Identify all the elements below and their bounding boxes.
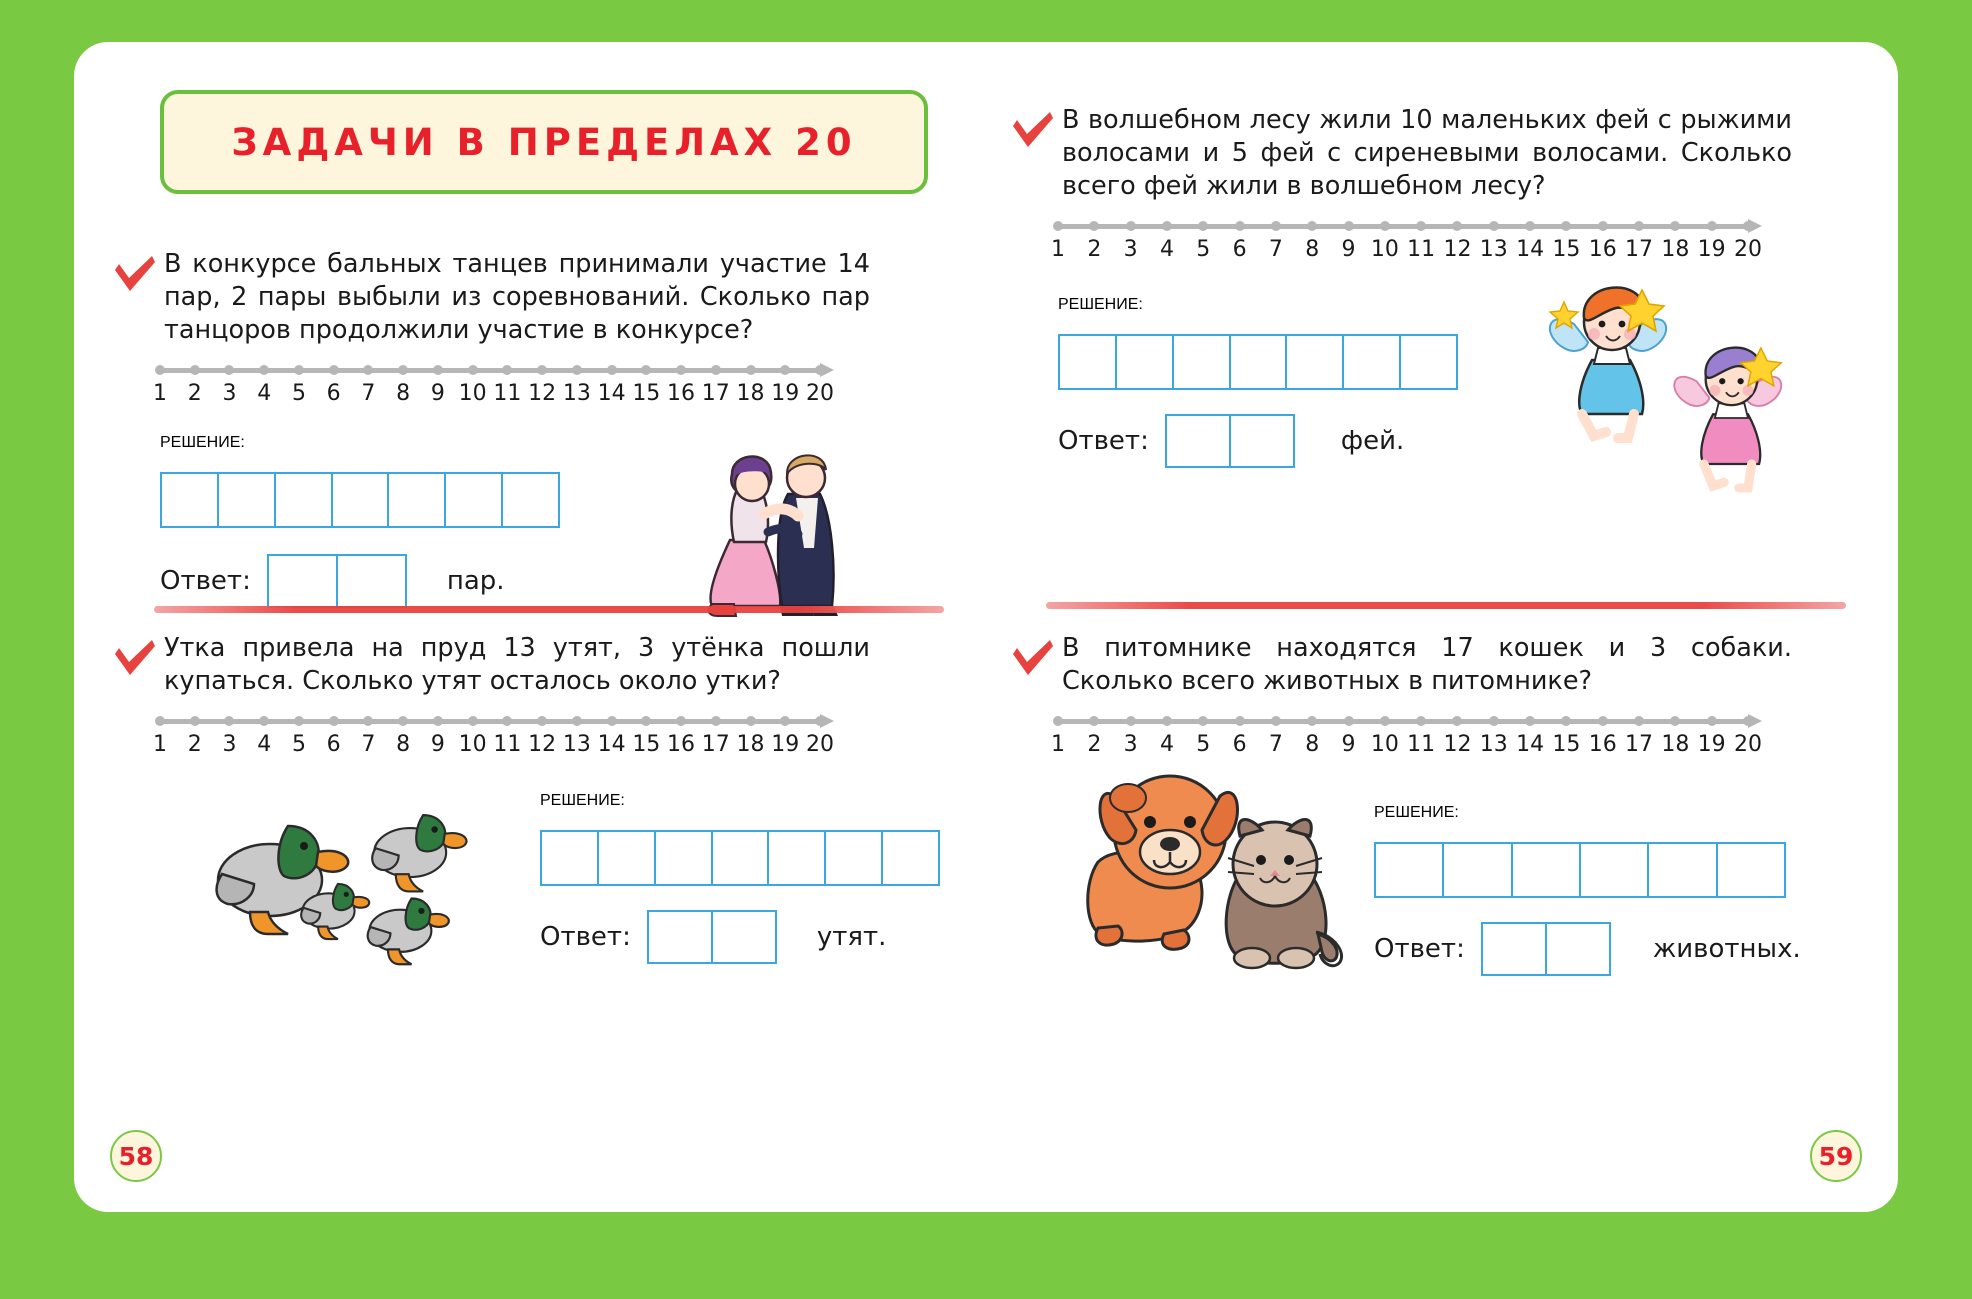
numberline-dot xyxy=(1452,716,1462,726)
grid-cell[interactable] xyxy=(826,832,883,884)
numberline-tick-label: 19 xyxy=(771,732,800,758)
grid-cell[interactable] xyxy=(713,832,770,884)
numberline-dot xyxy=(1634,221,1644,231)
numberline-tick-label: 20 xyxy=(1734,732,1762,758)
checkmark-icon xyxy=(112,248,164,294)
numberline-dot xyxy=(1707,716,1717,726)
numberline-dot xyxy=(1126,221,1136,231)
task-divider-left xyxy=(154,606,944,613)
numberline-dot xyxy=(1598,221,1608,231)
grid-cell[interactable] xyxy=(219,474,276,526)
numberline-tick-label: 6 xyxy=(1232,732,1247,758)
numberline-dot xyxy=(224,365,234,375)
numberline-dot xyxy=(363,365,373,375)
numberline-tick-label: 3 xyxy=(222,732,237,758)
grid-cell[interactable] xyxy=(1231,336,1288,388)
numberline-tick-label: 20 xyxy=(806,381,834,407)
task-2 xyxy=(112,632,952,952)
task-4-text: В питомнике находятся 17 кошек и 3 собаки. Сколько всего животных в питомнике? xyxy=(1062,633,1792,697)
task-2-answer-label: Ответ: xyxy=(540,922,631,952)
numberline-tick-label: 10 xyxy=(1370,732,1399,758)
grid-cell[interactable] xyxy=(1344,336,1401,388)
grid-cell[interactable] xyxy=(1547,924,1609,974)
numberline-tick-label: 4 xyxy=(257,732,272,758)
numberline-tick-label: 11 xyxy=(1407,732,1436,758)
numberline-tick-label: 9 xyxy=(430,381,445,407)
numberline-tick-label: 5 xyxy=(291,381,306,407)
numberline-tick-label: 16 xyxy=(667,381,696,407)
numberline-tick-label: 9 xyxy=(430,732,445,758)
task-3-numberline xyxy=(1051,219,1778,267)
task-2-answer-row xyxy=(540,910,886,964)
ducks-illustration xyxy=(192,782,502,997)
numberline-dot xyxy=(1162,221,1172,231)
numberline-tick-label: 6 xyxy=(326,732,341,758)
grid-cell[interactable] xyxy=(1231,416,1293,466)
task-3-text: В волшебном лесу жили 10 маленьких фей с рыжими волосами и 5 фей с сиреневыми волосами. Сколько всего фей жили в волшебном лесу? xyxy=(1062,105,1792,202)
numberline-tick-label: 7 xyxy=(1268,732,1283,758)
numberline-tick-label: 5 xyxy=(1196,237,1211,263)
numberline-dot xyxy=(433,716,443,726)
numberline-dot xyxy=(1525,716,1535,726)
numberline-tick-label: 15 xyxy=(1552,732,1581,758)
numberline-tick-label: 2 xyxy=(1087,237,1102,263)
task-2-numberline xyxy=(153,714,850,762)
numberline-tick-label: 17 xyxy=(1625,237,1654,263)
grid-cell[interactable] xyxy=(503,474,558,526)
numberline-tick-label: 8 xyxy=(1305,237,1320,263)
numberline-dots xyxy=(1058,714,1778,728)
grid-cell[interactable] xyxy=(883,832,938,884)
numberline-tick-label: 15 xyxy=(1552,237,1581,263)
right-page xyxy=(986,42,1898,1212)
numberline-tick-label: 17 xyxy=(1625,732,1654,758)
numberline-tick-label: 8 xyxy=(396,381,411,407)
numberline-dots xyxy=(160,363,850,377)
numberline-dot xyxy=(1598,716,1608,726)
numberline-tick-label: 13 xyxy=(562,732,591,758)
numberline-tick-label: 8 xyxy=(1305,732,1320,758)
numberline-dot xyxy=(1561,221,1571,231)
numberline-tick-label: 10 xyxy=(1370,237,1399,263)
numberline-dot xyxy=(676,365,686,375)
numberline-tick-label: 16 xyxy=(667,732,696,758)
numberline-dot xyxy=(190,716,200,726)
numberline-tick-label: 11 xyxy=(493,381,522,407)
grid-cell[interactable] xyxy=(649,912,713,962)
numberline-dot xyxy=(1271,221,1281,231)
numberline-tick-label: 10 xyxy=(458,381,487,407)
task-3 xyxy=(1010,104,1850,456)
numberline-tick-label: 9 xyxy=(1341,732,1356,758)
numberline-dot xyxy=(572,365,582,375)
numberline-tick-label: 9 xyxy=(1341,237,1356,263)
numberline-tick-label: 13 xyxy=(562,381,591,407)
numberline-tick-label: 6 xyxy=(1232,237,1247,263)
dog-and-cat-illustration xyxy=(1058,752,1388,987)
numberline-dot xyxy=(1416,221,1426,231)
numberline-tick-label: 1 xyxy=(153,732,167,758)
fairies-illustration xyxy=(1530,264,1830,499)
section-title: ЗАДАЧИ В ПРЕДЕЛАХ 20 xyxy=(231,120,857,164)
grid-cell[interactable] xyxy=(1718,844,1784,896)
grid-cell[interactable] xyxy=(769,832,826,884)
numberline-tick-label: 14 xyxy=(597,381,626,407)
numberline-dot xyxy=(1198,716,1208,726)
task-divider-right xyxy=(1046,602,1846,609)
numberline-tick-label: 16 xyxy=(1588,237,1617,263)
grid-cell[interactable] xyxy=(1117,336,1174,388)
task-2-solution-grid[interactable] xyxy=(540,830,940,886)
numberline-dots xyxy=(160,714,850,728)
numberline-tick-label: 5 xyxy=(291,732,306,758)
page-number-right: 59 xyxy=(1810,1130,1862,1182)
numberline-tick-label: 17 xyxy=(701,381,730,407)
numberline-tick-label: 4 xyxy=(257,381,272,407)
numberline-tick-label: 4 xyxy=(1159,237,1174,263)
numberline-dot xyxy=(1162,716,1172,726)
numberline-dot xyxy=(1489,716,1499,726)
numberline-dot xyxy=(1053,716,1063,726)
task-1-solution-label: РЕШЕНИЕ: xyxy=(160,434,245,451)
grid-cell[interactable] xyxy=(1513,844,1581,896)
numberline-dot xyxy=(1452,221,1462,231)
numberline-dot xyxy=(780,365,790,375)
grid-cell[interactable] xyxy=(1581,844,1649,896)
book-spread xyxy=(74,42,1898,1212)
numberline-dot xyxy=(1670,221,1680,231)
numberline-tick-label: 18 xyxy=(1661,237,1690,263)
task-3-answer-label: Ответ: xyxy=(1058,426,1149,456)
grid-cell[interactable] xyxy=(1174,336,1231,388)
task-1-answer-grid[interactable] xyxy=(267,554,407,608)
numberline-dot xyxy=(537,365,547,375)
grid-cell[interactable] xyxy=(1167,416,1231,466)
numberline-dot xyxy=(363,716,373,726)
grid-cell[interactable] xyxy=(389,474,446,526)
numberline-tick-label: 15 xyxy=(632,732,661,758)
numberline-tick-label: 3 xyxy=(1123,237,1138,263)
grid-cell[interactable] xyxy=(162,474,219,526)
grid-cell[interactable] xyxy=(333,474,390,526)
numberline-tick-label: 2 xyxy=(1087,732,1102,758)
numberline-dot xyxy=(572,716,582,726)
numberline-tick-label: 5 xyxy=(1196,732,1211,758)
numberline-dot xyxy=(641,716,651,726)
numberline-tick-label: 13 xyxy=(1479,237,1508,263)
grid-cell[interactable] xyxy=(1444,844,1512,896)
numberline-dot xyxy=(468,716,478,726)
numberline-dot xyxy=(259,716,269,726)
numberline-dot xyxy=(1489,221,1499,231)
numberline-tick-label: 7 xyxy=(361,732,376,758)
task-1-numberline xyxy=(153,363,850,411)
numberline-tick-label: 8 xyxy=(396,732,411,758)
numberline-dot xyxy=(433,365,443,375)
numberline-tick-label: 18 xyxy=(1661,732,1690,758)
task-3-solution-label: РЕШЕНИЕ: xyxy=(1058,296,1143,313)
task-3-answer-grid[interactable] xyxy=(1165,414,1295,468)
numberline-dot xyxy=(780,716,790,726)
numberline-tick-label: 3 xyxy=(1123,732,1138,758)
numberline-dot xyxy=(746,716,756,726)
numberline-dot xyxy=(224,716,234,726)
task-1-text: В конкурсе бальных танцев принимали участие 14 пар, 2 пары выбыли из соревнований. Сколько пар танцоров продолжили участие в конкурсе? xyxy=(164,249,870,346)
task-4-answer-grid[interactable] xyxy=(1481,922,1611,976)
numberline-tick-label: 6 xyxy=(326,381,341,407)
numberline-dot xyxy=(711,716,721,726)
numberline-tick-label: 10 xyxy=(458,732,487,758)
task-4-answer-row xyxy=(1374,922,1801,976)
task-2-answer-grid[interactable] xyxy=(647,910,777,964)
numberline-tick-label: 15 xyxy=(632,381,661,407)
task-2-unit: утят. xyxy=(816,922,887,952)
task-4 xyxy=(1010,632,1850,964)
numberline-dot xyxy=(1743,716,1753,726)
numberline-dot xyxy=(607,365,617,375)
numberline-tick-label: 7 xyxy=(361,381,376,407)
numberline-dot xyxy=(259,365,269,375)
grid-cell[interactable] xyxy=(338,556,405,606)
numberline-tick-label: 13 xyxy=(1479,732,1508,758)
numberline-dots xyxy=(1058,219,1778,233)
numberline-dot xyxy=(398,365,408,375)
grid-cell[interactable] xyxy=(599,832,656,884)
numberline-dot xyxy=(190,365,200,375)
numberline-dot xyxy=(1089,716,1099,726)
checkmark-icon xyxy=(1010,632,1062,678)
section-title-banner xyxy=(160,90,928,194)
numberline-dot xyxy=(329,365,339,375)
numberline-tick-label: 4 xyxy=(1159,732,1174,758)
numberline-dot xyxy=(1634,716,1644,726)
numberline-dot xyxy=(1307,716,1317,726)
numberline-tick-label: 16 xyxy=(1588,732,1617,758)
grid-cell[interactable] xyxy=(1401,336,1456,388)
numberline-dot xyxy=(398,716,408,726)
numberline-dot xyxy=(815,716,825,726)
task-1-answer-row xyxy=(160,554,505,608)
task-4-solution-grid[interactable] xyxy=(1374,842,1786,898)
grid-cell[interactable] xyxy=(1060,336,1117,388)
numberline-labels xyxy=(153,381,850,411)
numberline-tick-label: 19 xyxy=(1697,237,1726,263)
numberline-labels xyxy=(153,732,850,762)
numberline-dot xyxy=(468,365,478,375)
numberline-dot xyxy=(1235,716,1245,726)
grid-cell[interactable] xyxy=(656,832,713,884)
numberline-dot xyxy=(1561,716,1571,726)
numberline-dot xyxy=(1380,716,1390,726)
numberline-tick-label: 12 xyxy=(528,381,557,407)
task-4-solution-label: РЕШЕНИЕ: xyxy=(1374,804,1459,821)
numberline-tick-label: 2 xyxy=(187,732,202,758)
dancing-couple-illustration xyxy=(672,428,902,623)
checkmark-icon xyxy=(112,632,164,678)
numberline-dot xyxy=(1670,716,1680,726)
grid-cell[interactable] xyxy=(713,912,775,962)
numberline-dot xyxy=(815,365,825,375)
numberline-tick-label: 12 xyxy=(1443,237,1472,263)
task-4-answer-label: Ответ: xyxy=(1374,934,1465,964)
numberline-tick-label: 1 xyxy=(153,381,167,407)
numberline-dot xyxy=(1271,716,1281,726)
numberline-dot xyxy=(1743,221,1753,231)
numberline-tick-label: 18 xyxy=(736,732,765,758)
numberline-dot xyxy=(641,365,651,375)
page-number-left: 58 xyxy=(110,1130,162,1182)
numberline-tick-label: 14 xyxy=(597,732,626,758)
numberline-tick-label: 12 xyxy=(1443,732,1472,758)
numberline-dot xyxy=(1525,221,1535,231)
task-1-unit: пар. xyxy=(446,566,505,596)
numberline-dot xyxy=(1126,716,1136,726)
numberline-dot xyxy=(1344,221,1354,231)
grid-cell[interactable] xyxy=(1483,924,1547,974)
numberline-dot xyxy=(294,716,304,726)
grid-cell[interactable] xyxy=(276,474,333,526)
numberline-tick-label: 20 xyxy=(806,732,834,758)
grid-cell[interactable] xyxy=(542,832,599,884)
task-1-answer-label: Ответ: xyxy=(160,566,251,596)
grid-cell[interactable] xyxy=(1287,336,1344,388)
numberline-tick-label: 20 xyxy=(1734,237,1762,263)
numberline-tick-label: 3 xyxy=(222,381,237,407)
numberline-tick-label: 2 xyxy=(187,381,202,407)
numberline-tick-label: 14 xyxy=(1516,732,1545,758)
task-2-solution-label: РЕШЕНИЕ: xyxy=(540,792,625,809)
task-1-solution-grid[interactable] xyxy=(160,472,560,528)
numberline-dot xyxy=(294,365,304,375)
task-1 xyxy=(112,248,952,596)
numberline-tick-label: 19 xyxy=(771,381,800,407)
numberline-tick-label: 11 xyxy=(493,732,522,758)
grid-cell[interactable] xyxy=(269,556,338,606)
left-page xyxy=(74,42,986,1212)
numberline-dot xyxy=(329,716,339,726)
grid-cell[interactable] xyxy=(1649,844,1717,896)
numberline-dot xyxy=(1380,221,1390,231)
numberline-tick-label: 17 xyxy=(701,732,730,758)
numberline-dot xyxy=(502,365,512,375)
numberline-dot xyxy=(711,365,721,375)
numberline-tick-label: 1 xyxy=(1051,732,1065,758)
numberline-dot xyxy=(1344,716,1354,726)
numberline-tick-label: 12 xyxy=(528,732,557,758)
numberline-dot xyxy=(1089,221,1099,231)
numberline-dot xyxy=(1053,221,1063,231)
numberline-labels xyxy=(1051,237,1778,267)
numberline-dot xyxy=(1416,716,1426,726)
numberline-tick-label: 11 xyxy=(1407,237,1436,263)
numberline-dot xyxy=(1235,221,1245,231)
numberline-tick-label: 19 xyxy=(1697,732,1726,758)
numberline-dot xyxy=(502,716,512,726)
task-2-text: Утка привела на пруд 13 утят, 3 утёнка пошли купаться. Сколько утят осталось около утки? xyxy=(164,633,870,697)
numberline-dot xyxy=(746,365,756,375)
numberline-dot xyxy=(155,365,165,375)
numberline-dot xyxy=(537,716,547,726)
numberline-dot xyxy=(607,716,617,726)
task-3-answer-row xyxy=(1058,414,1404,468)
numberline-dot xyxy=(155,716,165,726)
numberline-dot xyxy=(1707,221,1717,231)
numberline-tick-label: 7 xyxy=(1268,237,1283,263)
task-4-unit: животных. xyxy=(1652,934,1801,964)
numberline-tick-label: 14 xyxy=(1516,237,1545,263)
task-3-unit: фей. xyxy=(1340,426,1405,456)
task-3-solution-grid[interactable] xyxy=(1058,334,1458,390)
numberline-tick-label: 18 xyxy=(736,381,765,407)
grid-cell[interactable] xyxy=(446,474,503,526)
numberline-dot xyxy=(1198,221,1208,231)
numberline-tick-label: 1 xyxy=(1051,237,1065,263)
numberline-dot xyxy=(1307,221,1317,231)
checkmark-icon xyxy=(1010,104,1062,150)
numberline-dot xyxy=(676,716,686,726)
